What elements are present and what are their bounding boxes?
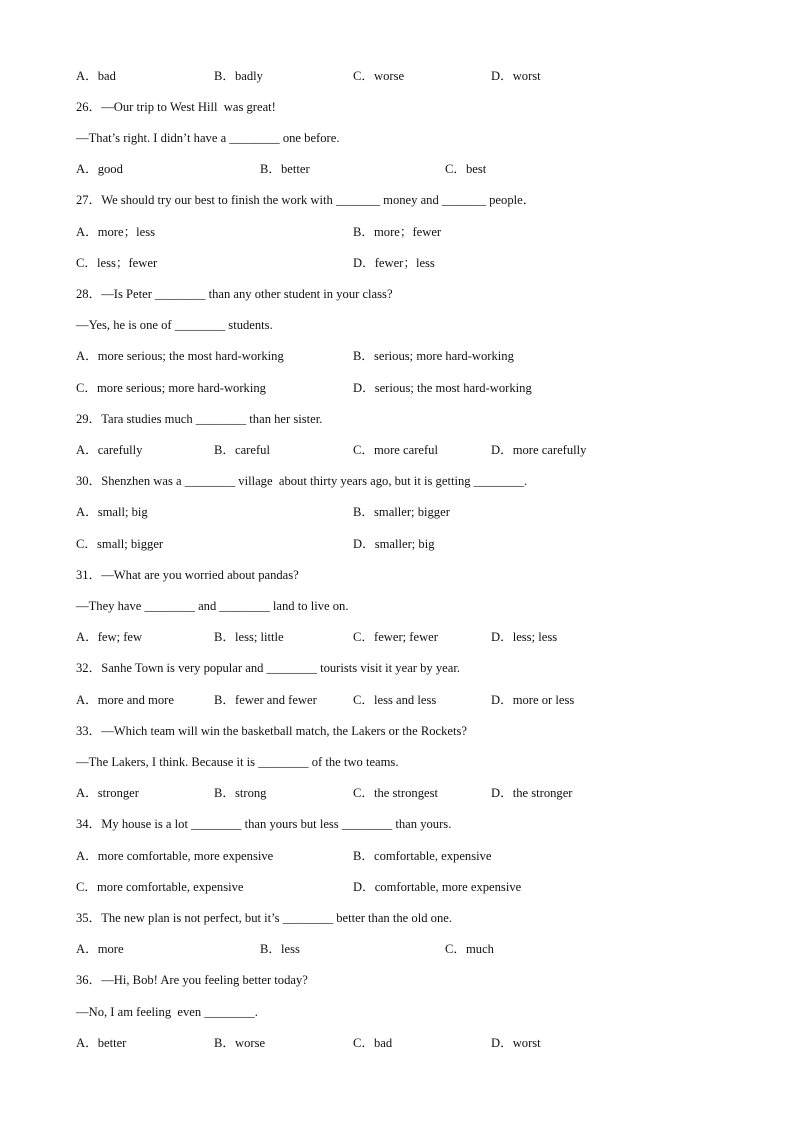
q26-stem: 26．—Our trip to West Hill was great! xyxy=(76,100,276,114)
q28-option-c: C．more serious; more hard-working xyxy=(76,381,266,395)
q32-stem: 32．Sanhe Town is very popular and ________ tourists visit it year by year. xyxy=(76,661,460,675)
q33-option-b: B．strong xyxy=(214,786,267,800)
q30-option-b: B．smaller; bigger xyxy=(353,505,450,519)
q33-stem: 33．—Which team will win the basketball match, the Lakers or the Rockets? xyxy=(76,724,467,738)
q28-option-b: B．serious; more hard-working xyxy=(353,349,514,363)
q31-option-c: C．fewer; fewer xyxy=(353,630,438,644)
q35-stem: 35．The new plan is not perfect, but it’s ________ better than the old one. xyxy=(76,911,452,925)
q29-option-d: D．more carefully xyxy=(491,443,587,457)
q29-stem: 29．Tara studies much ________ than her sister. xyxy=(76,412,323,426)
q25-option-c: C．worse xyxy=(353,69,405,83)
q32-option-b: B．fewer and fewer xyxy=(214,693,317,707)
q30-option-a: A．small; big xyxy=(76,505,148,519)
q27-option-b: B．more；fewer xyxy=(353,225,442,239)
q28-option-a: A．more serious; the most hard-working xyxy=(76,349,284,363)
q35-option-b: B．less xyxy=(260,942,300,956)
q34-option-a: A．more comfortable, more expensive xyxy=(76,849,274,863)
q33-option-d: D．the stronger xyxy=(491,786,573,800)
q36-dialogue: —No, I am feeling even ________. xyxy=(76,1005,258,1019)
q34-stem: 34．My house is a lot ________ than yours but less ________ than yours. xyxy=(76,817,452,831)
q31-option-b: B．less; little xyxy=(214,630,284,644)
q31-dialogue: —They have ________ and ________ land to live on. xyxy=(76,599,349,613)
q35-option-a: A．more xyxy=(76,942,124,956)
q34-option-b: B．comfortable, expensive xyxy=(353,849,492,863)
q29-option-b: B．careful xyxy=(214,443,270,457)
q31-option-d: D．less; less xyxy=(491,630,558,644)
q35-option-c: C．much xyxy=(445,942,494,956)
q36-option-a: A．better xyxy=(76,1036,127,1050)
q30-stem: 30．Shenzhen was a ________ village about thirty years ago, but it is getting ________. xyxy=(76,474,528,488)
q27-option-a: A．more；less xyxy=(76,225,156,239)
q33-dialogue: —The Lakers, I think. Because it is ________ of the two teams. xyxy=(76,755,399,769)
q26-option-b: B．better xyxy=(260,162,310,176)
q32-option-a: A．more and more xyxy=(76,693,174,707)
q34-option-d: D．comfortable, more expensive xyxy=(353,880,522,894)
q29-option-a: A．carefully xyxy=(76,443,143,457)
q28-option-d: D．serious; the most hard-working xyxy=(353,381,532,395)
q28-stem: 28．—Is Peter ________ than any other student in your class? xyxy=(76,287,393,301)
q33-option-a: A．stronger xyxy=(76,786,139,800)
q25-option-a: A．bad xyxy=(76,69,116,83)
q36-option-c: C．bad xyxy=(353,1036,393,1050)
q33-option-c: C．the strongest xyxy=(353,786,439,800)
q31-stem: 31．—What are you worried about pandas? xyxy=(76,568,299,582)
q36-option-b: B．worse xyxy=(214,1036,266,1050)
q34-option-c: C．more comfortable, expensive xyxy=(76,880,244,894)
q27-option-d: D．fewer；less xyxy=(353,256,435,270)
q32-option-d: D．more or less xyxy=(491,693,575,707)
q27-stem: 27．We should try our best to finish the work with _______ money and _______ people． xyxy=(76,193,536,207)
q30-option-d: D．smaller; big xyxy=(353,537,435,551)
q31-option-a: A．few; few xyxy=(76,630,143,644)
q32-option-c: C．less and less xyxy=(353,693,437,707)
q36-option-d: D．worst xyxy=(491,1036,541,1050)
q26-option-c: C．best xyxy=(445,162,487,176)
q27-option-c: C．less；fewer xyxy=(76,256,158,270)
q28-dialogue: —Yes, he is one of ________ students. xyxy=(76,318,273,332)
q26-option-a: A．good xyxy=(76,162,123,176)
q36-stem: 36．—Hi, Bob! Are you feeling better today? xyxy=(76,973,308,987)
q25-option-b: B．badly xyxy=(214,69,263,83)
q30-option-c: C．small; bigger xyxy=(76,537,164,551)
q29-option-c: C．more careful xyxy=(353,443,438,457)
q26-dialogue: —That’s right. I didn’t have a ________ one before. xyxy=(76,131,340,145)
q25-option-d: D．worst xyxy=(491,69,541,83)
